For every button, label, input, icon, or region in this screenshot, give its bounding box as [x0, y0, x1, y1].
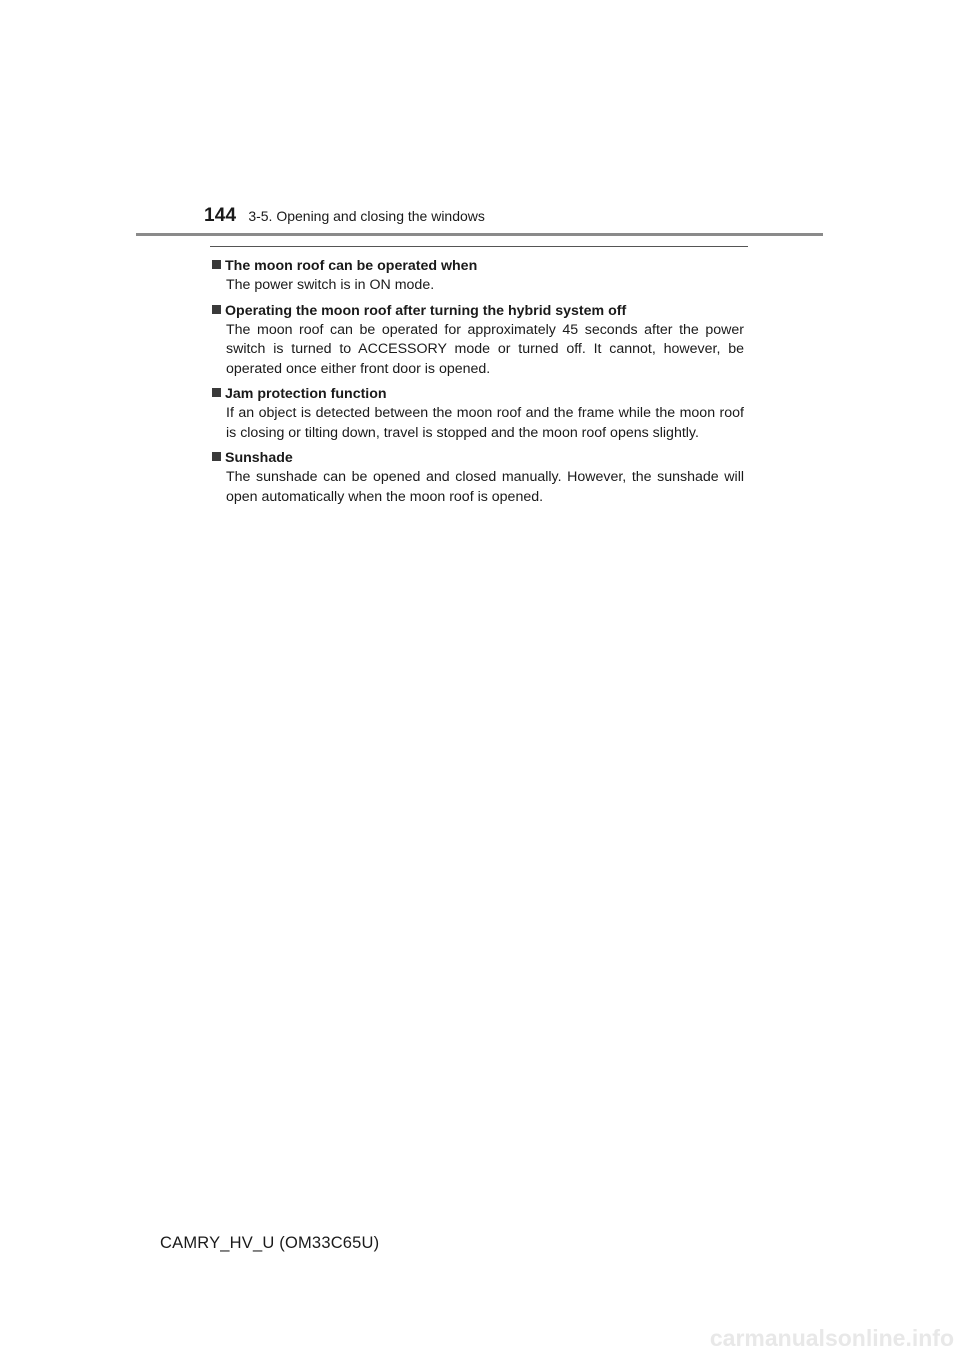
note-heading-row [212, 384, 744, 404]
note-heading-row [212, 256, 744, 276]
square-bullet-icon [212, 305, 221, 314]
note-body: The moon roof can be operated for approximately 45 seconds after the power switch is turned to ACCESSORY mode or turned off. It cannot, however, be operated once either front door is opened. [226, 321, 744, 377]
note-heading: Sunshade [225, 450, 293, 466]
note-item [212, 448, 744, 507]
content-divider [210, 246, 748, 247]
note-item [212, 384, 744, 443]
square-bullet-icon [212, 260, 221, 269]
note-heading: Jam protection function [225, 386, 387, 402]
page-header [204, 205, 485, 235]
section-title: 3-5. Opening and closing the windows [248, 208, 485, 224]
page-number: 144 [204, 205, 237, 226]
square-bullet-icon [212, 388, 221, 397]
note-heading-row [212, 301, 744, 321]
notes-content [212, 256, 744, 512]
square-bullet-icon [212, 452, 221, 461]
note-body: The sunshade can be opened and closed manually. However, the sunshade will open automatically when the moon roof is opened. [226, 469, 744, 505]
document-code: CAMRY_HV_U (OM33C65U) [160, 1234, 380, 1252]
note-item [212, 301, 744, 380]
note-heading: Operating the moon roof after turning the hybrid system off [225, 302, 627, 319]
header-divider [136, 233, 823, 236]
note-item [212, 256, 744, 296]
note-heading-row [212, 448, 744, 468]
note-heading: The moon roof can be operated when [225, 258, 478, 274]
note-body: If an object is detected between the moon roof and the frame while the moon roof is closing or tilting down, travel is stopped and the moon roof opens slightly. [226, 405, 744, 441]
watermark: carmanualsonline.info [709, 1325, 954, 1351]
note-body: The power switch is in ON mode. [226, 277, 435, 293]
